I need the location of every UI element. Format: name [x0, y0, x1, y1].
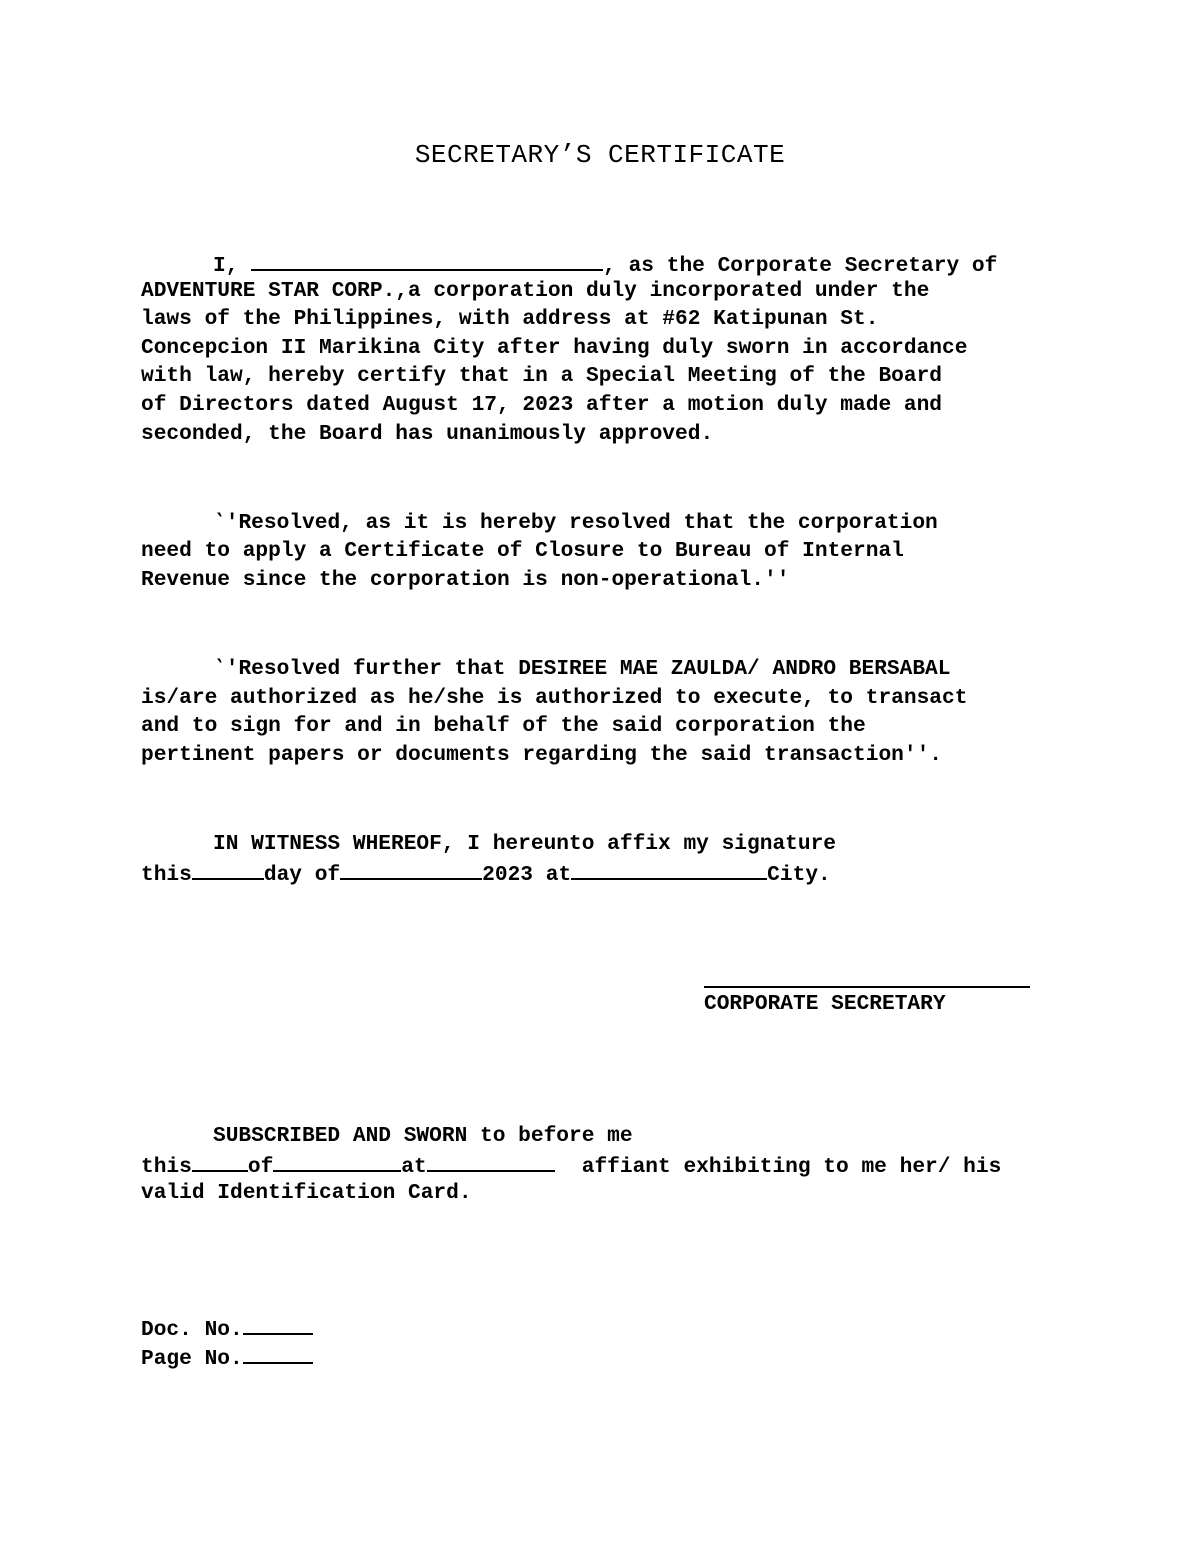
resolution2-line-2: is/are authorized as he/she is authorized to execute, to transact	[141, 686, 968, 710]
jurat-day-blank[interactable]	[192, 1150, 248, 1172]
document-title: SECRETARY’S CERTIFICATE	[414, 140, 786, 170]
signature-line[interactable]	[704, 986, 1030, 988]
jurat-line-3: valid Identification Card.	[141, 1181, 472, 1205]
witness-day-blank[interactable]	[192, 858, 264, 880]
witness-line-2	[141, 858, 831, 889]
intro-line-5: with law, hereby certify that in a Special Meeting of the Board	[141, 364, 943, 388]
jurat-month-blank[interactable]	[273, 1150, 401, 1172]
doc-no-line	[141, 1313, 313, 1344]
intro-line-6: of Directors dated August 17, 2023 after a motion duly made and	[141, 393, 943, 417]
doc-no-blank[interactable]	[243, 1313, 313, 1335]
jurat-at: at	[401, 1155, 427, 1179]
doc-no-label: Doc. No.	[141, 1318, 243, 1342]
resolution2-line-1: ‵′Resolved further that DESIREE MAE ZAULDA/ ANDRO BERSABAL	[213, 657, 951, 681]
jurat-line-2	[141, 1150, 1001, 1181]
intro-line-2: ADVENTURE STAR CORP.,a corporation duly incorporated under the	[141, 279, 930, 303]
page-no-blank[interactable]	[243, 1342, 313, 1364]
resolution1-line-1: ‵′Resolved, as it is hereby resolved that the corporation	[213, 511, 938, 535]
resolution1-line-3: Revenue since the corporation is non-operational.′′	[141, 568, 790, 592]
witness-year-at: 2023 at	[482, 863, 572, 887]
intro-line-7: seconded, the Board has unanimously approved.	[141, 422, 714, 446]
witness-day-of: day of	[263, 863, 341, 887]
signature-label: CORPORATE SECRETARY	[704, 992, 946, 1016]
witness-city-blank[interactable]	[571, 858, 767, 880]
resolution2-line-3: and to sign for and in behalf of the said corporation the	[141, 714, 866, 738]
jurat-of: of	[247, 1155, 274, 1179]
intro-i: I,	[213, 254, 239, 278]
jurat-this: this	[141, 1155, 192, 1179]
intro-line-4: Concepcion II Marikina City after having duly sworn in accordance	[141, 336, 968, 360]
intro-line-3: laws of the Philippines, with address at #62 Katipunan St.	[141, 307, 879, 331]
page-no-label: Page No.	[141, 1347, 243, 1371]
resolution1-line-2: need to apply a Certificate of Closure to Bureau of Internal	[141, 539, 904, 563]
secretary-name-blank[interactable]	[251, 249, 603, 271]
intro-line-1	[141, 249, 997, 280]
page-no-line	[141, 1342, 313, 1373]
jurat-affiant: affiant exhibiting to me her/ his	[581, 1155, 1002, 1179]
resolution2-line-4: pertinent papers or documents regarding the said transaction′′.	[141, 743, 943, 767]
jurat-line-1: SUBSCRIBED AND SWORN to before me	[213, 1124, 633, 1148]
witness-month-blank[interactable]	[340, 858, 482, 880]
witness-this: this	[141, 863, 192, 887]
intro-line-1-rest: , as the Corporate Secretary of	[603, 254, 998, 278]
witness-city: City.	[767, 863, 831, 887]
jurat-place-blank[interactable]	[427, 1150, 555, 1172]
witness-line-1: IN WITNESS WHEREOF, I hereunto affix my signature	[213, 832, 837, 856]
